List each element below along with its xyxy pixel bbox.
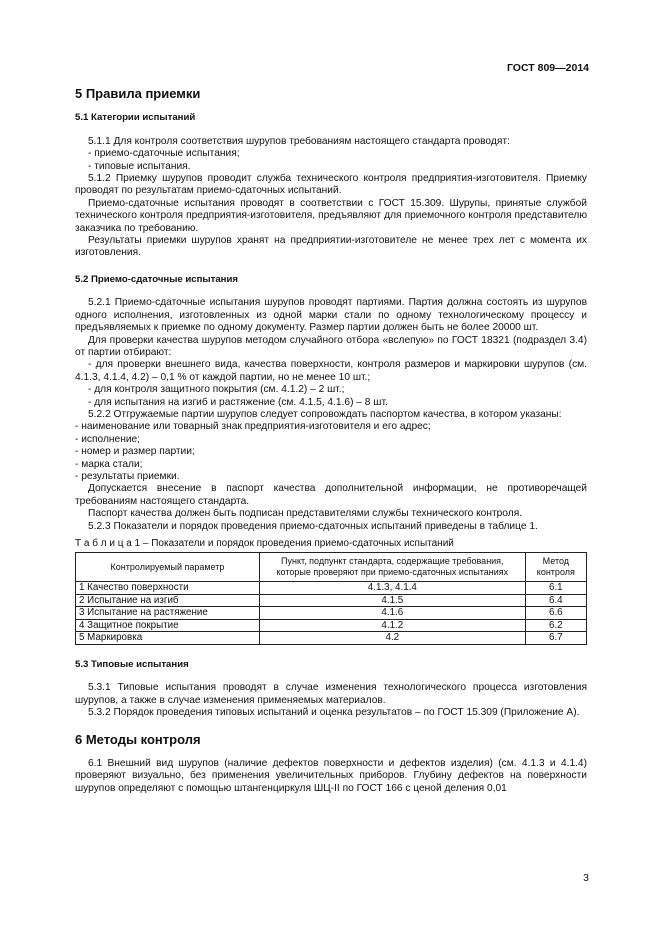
table-row (76, 594, 587, 607)
paragraph: 5.2.3 Показатели и порядок проведения приемо-сдаточных испытаний приведены в таблице 1. (88, 520, 538, 532)
paragraph: 5.1.1 Для контроля соответствия шурупов требованиям настоящего стандарта проводят: (88, 135, 510, 147)
table-caption: Т а б л и ц а 1 – Показатели и порядок проведения приемо-сдаточных испытаний (75, 538, 454, 549)
table-cell: 4.1.3, 4.1.4 (259, 582, 525, 595)
table-header-cell: Контролируемый параметр (76, 553, 260, 582)
table-cell: 4.1.2 (259, 619, 525, 632)
table-row (76, 607, 587, 620)
paragraph: 5.3.1 Типовые испытания проводят в случае изменения технологического процесса изготовления шурупов, а также в случае изменения применяемых материалов. (75, 682, 587, 706)
list-item: - для испытания на изгиб и растяжение (см. 4.1.5, 4.1.6) – 8 шт. (88, 396, 388, 408)
subsection-5-3-title: 5.3 Типовые испытания (75, 658, 189, 670)
table-cell: 6.7 (525, 632, 586, 645)
paragraph: 5.2.2 Отгружаемые партии шурупов следует сопровождать паспортом качества, в котором указаны: (88, 408, 562, 420)
list-item: - номер и размер партии; (75, 446, 195, 458)
list-item: - исполнение; (75, 433, 141, 445)
paragraph: 5.3.2 Порядок проведения типовых испытаний и оценка результатов – по ГОСТ 15.309 (Приложение А). (88, 707, 580, 719)
table-cell: 3 Испытание на растяжение (76, 607, 260, 620)
table-cell: 4.2 (259, 632, 525, 645)
table-cell: 6.4 (525, 594, 586, 607)
table-row (76, 619, 587, 632)
table-cell: 4.1.5 (259, 594, 525, 607)
table-cell: 5 Маркировка (76, 632, 260, 645)
table-cell: 1 Качество поверхности (76, 582, 260, 595)
table-cell: 2 Испытание на изгиб (76, 594, 260, 607)
standard-header: ГОСТ 809—2014 (506, 62, 589, 74)
list-item: - приемо-сдаточные испытания; (88, 148, 240, 160)
list-item: - результаты приемки. (75, 470, 180, 482)
subsection-5-2-title: 5.2 Приемо-сдаточные испытания (75, 273, 238, 285)
table-row (76, 632, 587, 645)
section-6-title: 6 Методы контроля (75, 731, 201, 747)
table-header-row (76, 553, 587, 582)
table-header-cell: Пункт, подпункт стандарта, содержащие требования, которые проверяют при приемо-сдаточных испытаниях (259, 553, 525, 582)
table-cell: 4.1.6 (259, 607, 525, 620)
page-content (75, 88, 587, 795)
paragraph: Паспорт качества должен быть подписан представителями службы технического контроля. (88, 508, 523, 520)
section-5-title: 5 Правила приемки (75, 86, 201, 101)
table-cell: 6.1 (525, 582, 586, 595)
table-cell: 6.2 (525, 619, 586, 632)
paragraph: Для проверки качества шурупов методом случайного отбора «вслепую» по ГОСТ 18321 (подраздел 3.4) от партии отбирают: (75, 334, 587, 358)
list-item: - наименование или товарный знак предприятия-изготовителя и его адрес; (75, 421, 431, 433)
list-item: - типовые испытания. (88, 160, 191, 172)
list-item: - марка стали; (75, 458, 143, 470)
acceptance-tests-table (75, 552, 587, 645)
list-item: - для контроля защитного покрытия (см. 4.1.2) – 2 шт.; (88, 384, 345, 396)
table-cell: 4 Защитное покрытие (76, 619, 260, 632)
table-cell: 6.6 (525, 607, 586, 620)
paragraph: Приемо-сдаточные испытания проводят в соответствии с ГОСТ 15.309. Шурупы, принятые службой технического контроля предприятия-изготовителя, предъявляют для приемочного контроля представителю заказчика по требованию. (75, 197, 587, 234)
list-item: - для проверки внешнего вида, качества поверхности, контроля размеров и маркировки шурупов (см. 4.1.3, 4.1.4, 4.2) – 0,1 % от каждой партии, но не менее 10 шт.; (75, 359, 587, 383)
paragraph: 6.1 Внешний вид шурупов (наличие дефектов поверхности и дефектов изделия) (см. 4.1.3 и 4.1.4) проверяют визуально, без применения увеличительных приборов. Глубину дефектов на поверхности шурупов определяют с помощью штангенциркуля ШЦ-II по ГОСТ 166 с ценой деления 0,01 (75, 757, 587, 794)
paragraph: Допускается внесение в паспорт качества дополнительной информации, не противоречащей требованиям настоящего стандарта. (75, 483, 587, 507)
subsection-5-1-title: 5.1 Категории испытаний (75, 112, 196, 124)
page-number: 3 (583, 872, 589, 884)
paragraph: 5.1.2 Приемку шурупов проводит служба технического контроля предприятия-изготовителя. Приемку проводят по результатам приемо-сдаточных испытаний. (75, 173, 587, 197)
paragraph: 5.2.1 Приемо-сдаточные испытания шурупов проводят партиями. Партия должна состоять из шурупов одного исполнения, изготовленных из одной марки стали по одному технологическому процессу и предъявляемых к приемке по одному документу. Размер партии должен быть не более 20000 шт. (75, 297, 587, 334)
table-row (76, 582, 587, 595)
table-header-cell: Метод контроля (525, 553, 586, 582)
paragraph: Результаты приемки шурупов хранят на предприятии-изготовителе не менее трех лет с момента их изготовления. (75, 235, 587, 259)
